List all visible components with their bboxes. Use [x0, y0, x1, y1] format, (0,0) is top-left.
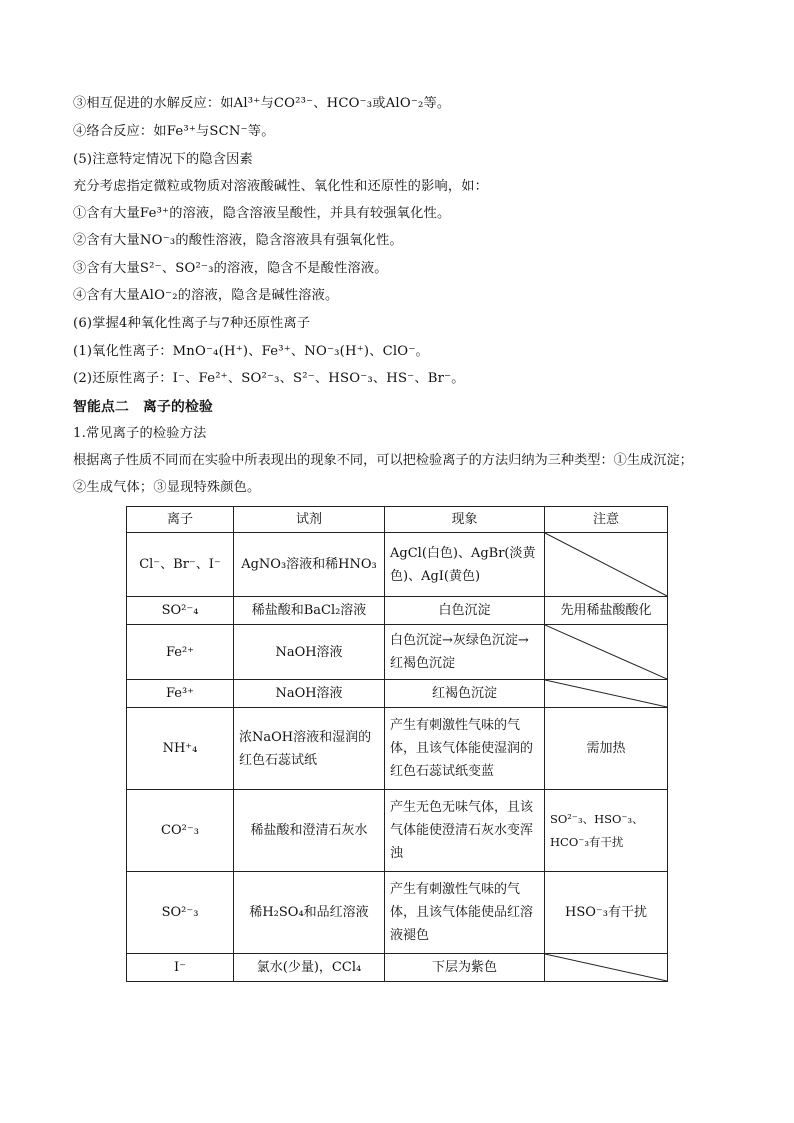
cell-phenomenon: 红褐色沉淀 — [385, 680, 545, 708]
header-phenomenon: 现象 — [385, 507, 545, 533]
cell-note-empty — [545, 680, 668, 708]
cell-reagent: AgNO₃溶液和稀HNO₃ — [234, 533, 385, 597]
diagonal-slash-icon — [545, 954, 667, 981]
header-note: 注意 — [545, 507, 668, 533]
text-line-ions-heading: (6)掌握4种氧化性离子与7种还原性离子 — [73, 316, 311, 331]
cell-ion: I⁻ — [127, 954, 234, 982]
cell-phenomenon: AgCl(白色)、AgBr(淡黄色)、AgI(黄色) — [385, 533, 545, 597]
cell-ion: Cl⁻、Br⁻、I⁻ — [127, 533, 234, 597]
diagonal-slash-icon — [545, 533, 667, 596]
text-line-oxidizing: (1)氧化性离子：MnO⁻₄(H⁺)、Fe³⁺、NO⁻₃(H⁺)、ClO⁻。 — [73, 344, 429, 359]
cell-note: HSO⁻₃有干扰 — [545, 872, 668, 954]
cell-note-empty — [545, 625, 668, 680]
cell-note-empty — [545, 533, 668, 597]
table-row — [127, 708, 668, 790]
intro-line-2: ②生成气体；③显现特殊颜色。 — [73, 480, 261, 495]
text-line-consider: 充分考虑指定微粒或物质对溶液酸碱性、氧化性和还原性的影响，如： — [73, 179, 489, 194]
text-line-alo2: ④含有大量AlO⁻₂的溶液，隐含是碱性溶液。 — [73, 288, 339, 303]
cell-reagent: NaOH溶液 — [234, 625, 385, 680]
cell-phenomenon: 产生有刺激性气味的气体，且该气体能使品红溶液褪色 — [385, 872, 545, 954]
table-row — [127, 790, 668, 872]
cell-reagent: 稀H₂SO₄和品红溶液 — [234, 872, 385, 954]
diagonal-slash-icon — [545, 625, 667, 679]
cell-phenomenon: 白色沉淀 — [385, 597, 545, 625]
text-line-reducing: (2)还原性离子：I⁻、Fe²⁺、SO²⁻₃、S²⁻、HSO⁻₃、HS⁻、Br⁻。 — [73, 371, 465, 386]
cell-reagent: 氯水(少量)，CCl₄ — [234, 954, 385, 982]
table-row — [127, 597, 668, 625]
cell-ion: SO²⁻₄ — [127, 597, 234, 625]
text-line-hydrolysis: ③相互促进的水解反应：如Al³⁺与CO²³⁻、HCO⁻₃或AlO⁻₂等。 — [73, 96, 451, 111]
cell-ion: NH⁺₄ — [127, 708, 234, 790]
table-row — [127, 872, 668, 954]
cell-ion: SO²⁻₃ — [127, 872, 234, 954]
text-line-complex: ④络合反应：如Fe³⁺与SCN⁻等。 — [73, 124, 275, 139]
section-title: 智能点二 离子的检验 — [73, 399, 213, 415]
sub-title: 1.常见离子的检验方法 — [73, 426, 207, 441]
cell-ion: CO²⁻₃ — [127, 790, 234, 872]
text-line-s2-so3: ③含有大量S²⁻、SO²⁻₃的溶液，隐含不是酸性溶液。 — [73, 261, 388, 276]
table-row — [127, 625, 668, 680]
header-reagent: 试剂 — [234, 507, 385, 533]
text-line-hidden-factors: (5)注意特定情况下的隐含因素 — [73, 152, 253, 167]
cell-note-empty — [545, 954, 668, 982]
cell-reagent: 稀盐酸和BaCl₂溶液 — [234, 597, 385, 625]
cell-phenomenon: 产生有刺激性气味的气体，且该气体能使湿润的红色石蕊试纸变蓝 — [385, 708, 545, 790]
cell-note: 先用稀盐酸酸化 — [545, 597, 668, 625]
cell-ion: Fe³⁺ — [127, 680, 234, 708]
intro-line-1: 根据离子性质不同而在实验中所表现出的现象不同，可以把检验离子的方法归纳为三种类型：①生成沉淀； — [73, 453, 693, 468]
cell-phenomenon: 白色沉淀→灰绿色沉淀→红褐色沉淀 — [385, 625, 545, 680]
cell-note: SO²⁻₃、HSO⁻₃、HCO⁻₃有干扰 — [545, 790, 668, 872]
text-line-fe3: ①含有大量Fe³⁺的溶液，隐含溶液呈酸性，并具有较强氧化性。 — [73, 206, 451, 221]
table-header-row — [127, 507, 668, 533]
cell-phenomenon: 下层为紫色 — [385, 954, 545, 982]
table-row — [127, 533, 668, 597]
table-row — [127, 954, 668, 982]
cell-reagent: 浓NaOH溶液和湿润的红色石蕊试纸 — [234, 708, 385, 790]
cell-note: 需加热 — [545, 708, 668, 790]
table-row — [127, 680, 668, 708]
header-ion: 离子 — [127, 507, 234, 533]
cell-reagent: 稀盐酸和澄清石灰水 — [234, 790, 385, 872]
cell-reagent: NaOH溶液 — [234, 680, 385, 708]
cell-ion: Fe²⁺ — [127, 625, 234, 680]
diagonal-slash-icon — [545, 680, 667, 707]
text-line-no3: ②含有大量NO⁻₃的酸性溶液，隐含溶液具有强氧化性。 — [73, 233, 403, 248]
ion-test-table — [126, 506, 668, 982]
cell-phenomenon: 产生无色无味气体，且该气体能使澄清石灰水变浑浊 — [385, 790, 545, 872]
